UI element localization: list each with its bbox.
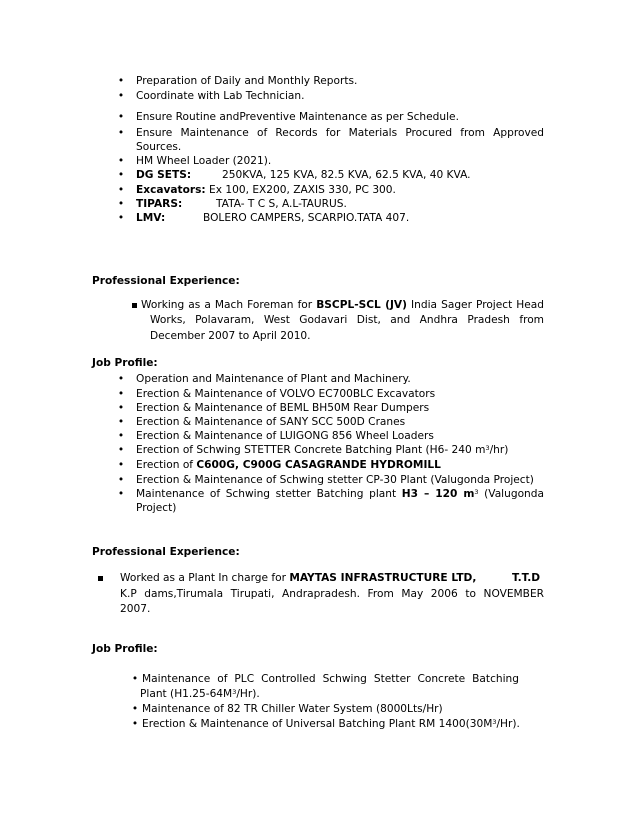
- bullet: •: [117, 169, 125, 181]
- list-item: Erection & Maintenance of VOLVO EC700BLC Excavators: [136, 388, 436, 400]
- bullet: •: [117, 402, 125, 414]
- list-item-continuation: Sources.: [136, 141, 182, 153]
- bullet: •: [117, 444, 125, 456]
- experience-line: Worked as a Plant In charge for MAYTAS INFRASTRUCTURE LTD,: [120, 572, 477, 584]
- bullet: •: [117, 198, 125, 210]
- bullet: •: [117, 75, 125, 87]
- list-item: Erection & Maintenance of SANY SCC 500D Cranes: [136, 416, 406, 428]
- bullet: •: [117, 430, 125, 442]
- list-item-label: LMV:: [136, 212, 166, 224]
- list-item: Maintenance of 82 TR Chiller Water System (8000Lts/Hr): [142, 703, 443, 715]
- square-bullet: [98, 576, 103, 581]
- bullet: •: [117, 184, 125, 196]
- bullet: •: [117, 488, 125, 500]
- list-item: Erection of Schwing STETTER Concrete Batching Plant (H6- 240 $m^3/hr$): [136, 444, 509, 456]
- list-item-label: TIPARS:: [136, 198, 183, 210]
- list-item: Excavators: Ex 100, EX200, ZAXIS 330, PC 300.: [136, 184, 396, 196]
- experience-line: K.P dams,Tirumala Tirupati, Andrapradesh. From May 2006 to NOVEMBER: [120, 588, 544, 600]
- list-item: Erection & Maintenance of LUIGONG 856 Wheel Loaders: [136, 430, 434, 442]
- experience-line: Works, Polavaram, West Godavari Dist, and Andhra Pradesh from: [150, 314, 544, 326]
- bullet: •: [117, 111, 125, 123]
- list-item: Preparation of Daily and Monthly Reports.: [136, 75, 358, 87]
- bullet: •: [117, 212, 125, 224]
- experience-line: Working as a Mach Foreman for BSCPL-SCL (JV) India Sager Project Head: [141, 299, 545, 311]
- section-heading: Professional Experience:: [92, 275, 240, 287]
- list-item: TATA- T C S, A.L-TAURUS.: [216, 198, 347, 210]
- square-bullet: [132, 303, 137, 308]
- bullet: •: [117, 155, 125, 167]
- list-item: Erection & Maintenance of Universal Batching Plant RM $1400(30M^3/Hr)$.: [142, 718, 520, 730]
- bullet: •: [117, 90, 125, 102]
- list-item: HM Wheel Loader (2021).: [136, 155, 272, 167]
- list-item-continuation: Plant $(H1.25-64M^3/Hr)$.: [140, 688, 260, 700]
- bullet: •: [131, 703, 139, 715]
- list-item: Ensure Routine andPreventive Maintenance as per Schedule.: [136, 111, 459, 123]
- list-item: Maintenance of Schwing stetter Batching plant H3 – 120 $m^3$ (Valugonda: [136, 488, 544, 500]
- list-item: Erection & Maintenance of BEML BH50M Rear Dumpers: [136, 402, 430, 414]
- list-item: Erection & Maintenance of Schwing stetter CP-30 Plant (Valugonda Project): [136, 474, 534, 486]
- experience-location: T.T.D: [512, 572, 541, 584]
- bullet: •: [131, 718, 139, 730]
- bullet: •: [117, 459, 125, 471]
- experience-line: 2007.: [120, 603, 151, 615]
- bullet: •: [117, 388, 125, 400]
- list-item: BOLERO CAMPERS, SCARPIO.TATA 407.: [203, 212, 410, 224]
- experience-line: December 2007 to April 2010.: [150, 330, 311, 342]
- bullet: •: [117, 474, 125, 486]
- bullet: •: [117, 416, 125, 428]
- section-heading: Professional Experience:: [92, 546, 240, 558]
- list-item: Erection of C600G, C900G CASAGRANDE HYDROMILL: [136, 459, 441, 471]
- list-item: Maintenance of PLC Controlled Schwing Stetter Concrete Batching: [142, 673, 519, 685]
- list-item-label: DG SETS:: [136, 169, 192, 181]
- bullet: •: [117, 373, 125, 385]
- list-item: Coordinate with Lab Technician.: [136, 90, 305, 102]
- list-item: 250KVA, 125 KVA, 82.5 KVA, 62.5 KVA, 40 KVA.: [222, 169, 471, 181]
- list-item: Operation and Maintenance of Plant and Machinery.: [136, 373, 411, 385]
- bullet: •: [117, 127, 125, 139]
- bullet: •: [131, 673, 139, 685]
- list-item: Ensure Maintenance of Records for Materials Procured from Approved: [136, 127, 544, 139]
- list-item-continuation: Project): [136, 502, 177, 514]
- section-heading: Job Profile:: [92, 357, 158, 369]
- section-heading: Job Profile:: [92, 643, 158, 655]
